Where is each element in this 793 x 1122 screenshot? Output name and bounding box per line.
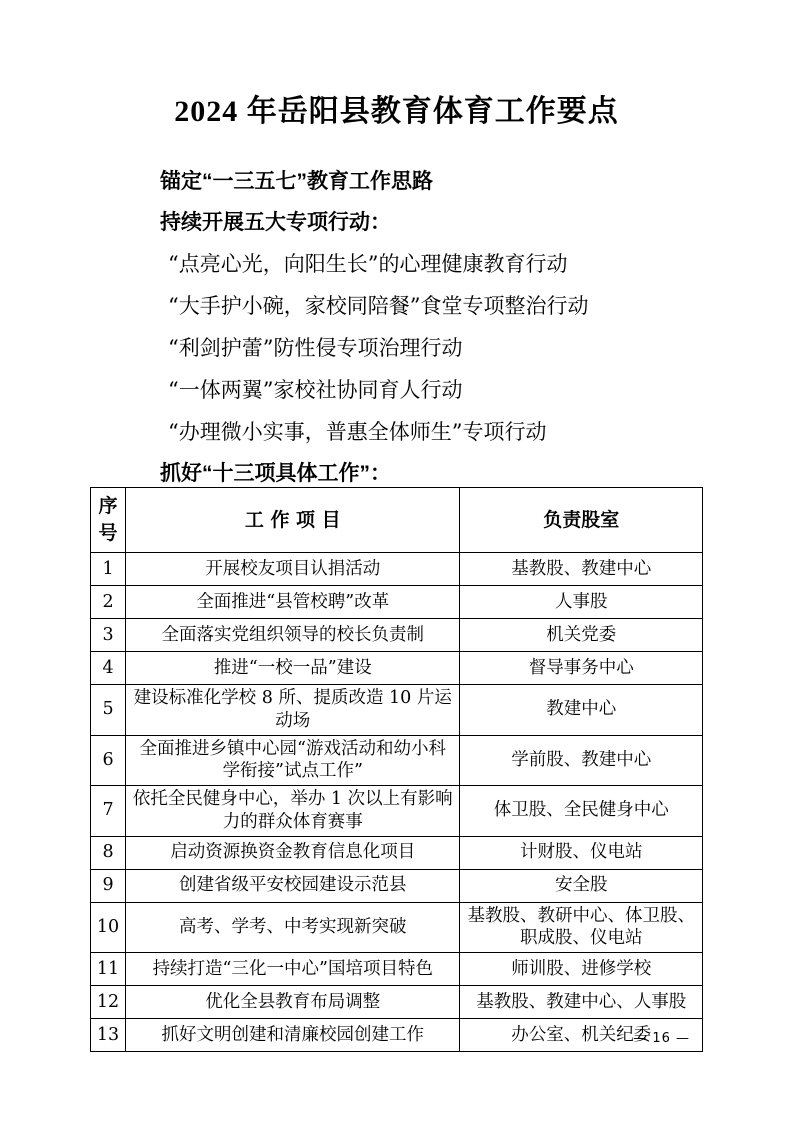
table-row bbox=[91, 586, 703, 619]
header-cell-work-item: 工 作 项 目 bbox=[126, 488, 460, 553]
page-title: 2024 年岳阳县教育体育工作要点 bbox=[174, 95, 619, 128]
action-item-3: “利剑护蕾”防性侵专项治理行动 bbox=[168, 336, 463, 360]
table-row bbox=[91, 553, 703, 586]
cell-number: 13 bbox=[91, 1019, 126, 1052]
table-row bbox=[91, 786, 703, 837]
cell-number: 5 bbox=[91, 685, 126, 736]
table-row bbox=[91, 836, 703, 869]
cell-number: 11 bbox=[91, 953, 126, 986]
cell-department: 基教股、教建中心 bbox=[460, 553, 703, 586]
cell-work-item: 创建省级平安校园建设示范县 bbox=[126, 869, 460, 902]
cell-number: 3 bbox=[91, 619, 126, 652]
action-item-2: “大手护小碗，家校同陪餐”食堂专项整治行动 bbox=[168, 294, 589, 318]
table-body bbox=[91, 553, 703, 1052]
table-row bbox=[91, 902, 703, 953]
table-row bbox=[91, 652, 703, 685]
action-item-1: “点亮心光，向阳生长”的心理健康教育行动 bbox=[168, 252, 568, 276]
table-row bbox=[91, 685, 703, 736]
cell-department: 基教股、教建中心、人事股 bbox=[460, 986, 703, 1019]
cell-number: 4 bbox=[91, 652, 126, 685]
cell-department: 教建中心 bbox=[460, 685, 703, 736]
cell-work-item: 高考、学考、中考实现新突破 bbox=[126, 902, 460, 953]
cell-department: 安全股 bbox=[460, 869, 703, 902]
cell-number: 8 bbox=[91, 836, 126, 869]
cell-work-item: 推进“一校一品”建设 bbox=[126, 652, 460, 685]
cell-number: 6 bbox=[91, 735, 126, 786]
header-cell-department: 负责股室 bbox=[460, 488, 703, 553]
cell-number: 12 bbox=[91, 986, 126, 1019]
cell-department: 师训股、进修学校 bbox=[460, 953, 703, 986]
cell-department: 机关党委 bbox=[460, 619, 703, 652]
cell-work-item: 全面推进“县管校聘”改革 bbox=[126, 586, 460, 619]
cell-work-item: 优化全县教育布局调整 bbox=[126, 986, 460, 1019]
table-row bbox=[91, 1019, 703, 1052]
page-number: — 16 — bbox=[633, 1031, 690, 1046]
cell-work-item: 全面推进乡镇中心园“游戏活动和幼小科学衔接”试点工作” bbox=[126, 735, 460, 786]
table-header-row bbox=[91, 488, 703, 553]
cell-number: 9 bbox=[91, 869, 126, 902]
outline-heading-2: 持续开展五大专项行动： bbox=[160, 211, 391, 234]
header-cell-number: 序号 bbox=[91, 488, 126, 553]
action-item-4: “一体两翼”家校社协同育人行动 bbox=[168, 378, 463, 402]
cell-department: 计财股、仪电站 bbox=[460, 836, 703, 869]
cell-work-item: 依托全民健身中心，举办 1 次以上有影响力的群众体育赛事 bbox=[126, 786, 460, 837]
cell-department: 办公室、机关纪委 bbox=[460, 1019, 703, 1052]
cell-number: 10 bbox=[91, 902, 126, 953]
table-row bbox=[91, 619, 703, 652]
outline-heading-3: 抓好“十三项具体工作”： bbox=[160, 462, 391, 485]
cell-number: 2 bbox=[91, 586, 126, 619]
cell-department: 基教股、教研中心、体卫股、职成股、仪电站 bbox=[460, 902, 703, 953]
table-header bbox=[91, 488, 703, 553]
table-row bbox=[91, 735, 703, 786]
cell-work-item: 建设标准化学校 8 所、提质改造 10 片运动场 bbox=[126, 685, 460, 736]
cell-work-item: 持续打造“三化一中心”国培项目特色 bbox=[126, 953, 460, 986]
table-row bbox=[91, 986, 703, 1019]
cell-work-item: 开展校友项目认捐活动 bbox=[126, 553, 460, 586]
cell-department: 体卫股、全民健身中心 bbox=[460, 786, 703, 837]
cell-department: 人事股 bbox=[460, 586, 703, 619]
cell-department: 学前股、教建中心 bbox=[460, 735, 703, 786]
cell-number: 1 bbox=[91, 553, 126, 586]
cell-work-item: 抓好文明创建和清廉校园创建工作 bbox=[126, 1019, 460, 1052]
table-row bbox=[91, 953, 703, 986]
cell-number: 7 bbox=[91, 786, 126, 837]
cell-work-item: 全面落实党组织领导的校长负责制 bbox=[126, 619, 460, 652]
cell-work-item: 启动资源换资金教育信息化项目 bbox=[126, 836, 460, 869]
table-row bbox=[91, 869, 703, 902]
outline-section bbox=[160, 161, 680, 494]
action-item-5: “办理微小实事，普惠全体师生”专项行动 bbox=[168, 420, 547, 444]
work-items-table bbox=[90, 487, 703, 1052]
cell-department: 督导事务中心 bbox=[460, 652, 703, 685]
outline-heading-1: 锚定“一三五七”教育工作思路 bbox=[160, 170, 433, 193]
